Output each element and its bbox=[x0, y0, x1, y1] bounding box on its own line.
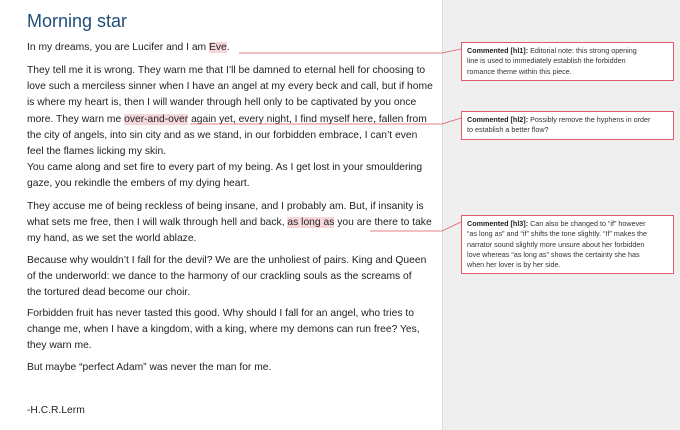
comment-hl3-line-4: love whereas “as long as” shows the certainty she has bbox=[467, 249, 640, 259]
signature: -H.C.R.Lerm bbox=[27, 405, 85, 416]
p2-line-3: is where my heart is, then I will wander through hell only to be captivated by you once bbox=[27, 97, 417, 109]
paragraph-1 bbox=[27, 40, 442, 56]
p3-line-2: gaze, you rekindle the embers of my dying heart. bbox=[27, 178, 250, 190]
p5-line-3: the tortured dead become our choir. bbox=[27, 287, 191, 299]
paragraph-2 bbox=[27, 63, 442, 160]
comment-hl3-line-3: narrator sound slightly more unsure about her forbidden bbox=[467, 239, 645, 249]
p3-line-1: You came along and set fire to every part of my being. As I get lost in your smouldering bbox=[27, 162, 423, 173]
p1-end: . bbox=[226, 42, 230, 53]
comment-hl3-line-1: Can also be changed to “if” however bbox=[528, 219, 646, 228]
paragraph-5 bbox=[27, 253, 442, 302]
comment-hl1-line-1: Editorial note: this strong opening bbox=[528, 46, 637, 55]
p2-line-4a: more. They warn me bbox=[27, 113, 125, 125]
comment-hl1-line-2: line is used to immediately establish the forbidden bbox=[467, 56, 626, 66]
p6-line-1: Forbidden fruit has never tasted this good. Why should I fall for an angel, who tries to bbox=[27, 308, 414, 319]
p6-line-3: they warn me. bbox=[27, 340, 92, 352]
p1-text: In my dreams, you are Lucifer and I am bbox=[27, 42, 209, 53]
highlight-as-long-as[interactable]: as long as bbox=[287, 217, 335, 229]
comment-hl2-line-1: Possibly remove the hyphens in order bbox=[528, 115, 651, 124]
paragraph-3 bbox=[27, 160, 442, 192]
p2-line-1: They tell me it is wrong. They warn me that I’ll be damned to eternal hell for choosing to bbox=[27, 65, 426, 76]
paragraph-7: But maybe “perfect Adam” was never the man for me. bbox=[27, 362, 272, 373]
comment-hl1-line-3: romance theme within this piece. bbox=[467, 66, 572, 76]
comment-hl1[interactable] bbox=[461, 42, 674, 81]
comment-hl3[interactable] bbox=[461, 215, 674, 274]
paragraph-4 bbox=[27, 199, 442, 248]
p2-line-6: feel the flames licking my skin. bbox=[27, 146, 167, 158]
highlight-eve[interactable]: Eve bbox=[209, 42, 227, 53]
document-title: Morning star bbox=[27, 11, 128, 31]
comment-hl2[interactable] bbox=[461, 111, 674, 140]
p5-line-2: of the underworld: we dance to the harmony of our crackling souls as the screams of bbox=[27, 271, 412, 283]
p2-line-2: love such a merciless sinner when I have an angel at my every beck and call, but if home bbox=[27, 81, 433, 93]
paragraph-6 bbox=[27, 306, 442, 355]
comment-hl1-label: Commented [hl1]: bbox=[467, 46, 529, 55]
p5-line-1: Because why wouldn’t I fall for the devil? We are the unholiest of pairs. King and Queen bbox=[27, 255, 427, 266]
highlight-over-and-over[interactable]: over-and-over bbox=[124, 113, 189, 125]
p2-line-4 bbox=[27, 112, 442, 128]
p4-line-2a: what sets me free, then I will walk through hell and back, bbox=[27, 217, 288, 229]
comment-hl3-line-2: “as long as” and “if” shifts the tone slightly. “If” makes the bbox=[467, 229, 648, 239]
comment-hl3-label: Commented [hl3]: bbox=[467, 219, 529, 228]
p6-line-2: change me, when I have a kingdom, with a king, where my demons can run free? Yes, bbox=[27, 324, 420, 336]
p2-line-4b: again yet, every night, I find myself here, fallen from bbox=[188, 113, 427, 125]
comment-hl2-line-2: to establish a better flow? bbox=[467, 125, 549, 135]
p4-line-1: They accuse me of being reckless of being insane, and I probably am. But, if insanity is bbox=[27, 201, 424, 212]
p2-line-5: the city of angels, into sin city and as we stand, in our forbidden embrace, I can’t even bbox=[27, 129, 418, 141]
p4-line-2 bbox=[27, 215, 442, 231]
p4-line-3: my hand, as we set the world ablaze. bbox=[27, 233, 197, 245]
comment-hl3-line-5: when her lover is by her side. bbox=[467, 260, 561, 270]
p4-line-2b: you are there to take bbox=[334, 217, 432, 229]
comment-hl2-label: Commented [hl2]: bbox=[467, 115, 529, 124]
